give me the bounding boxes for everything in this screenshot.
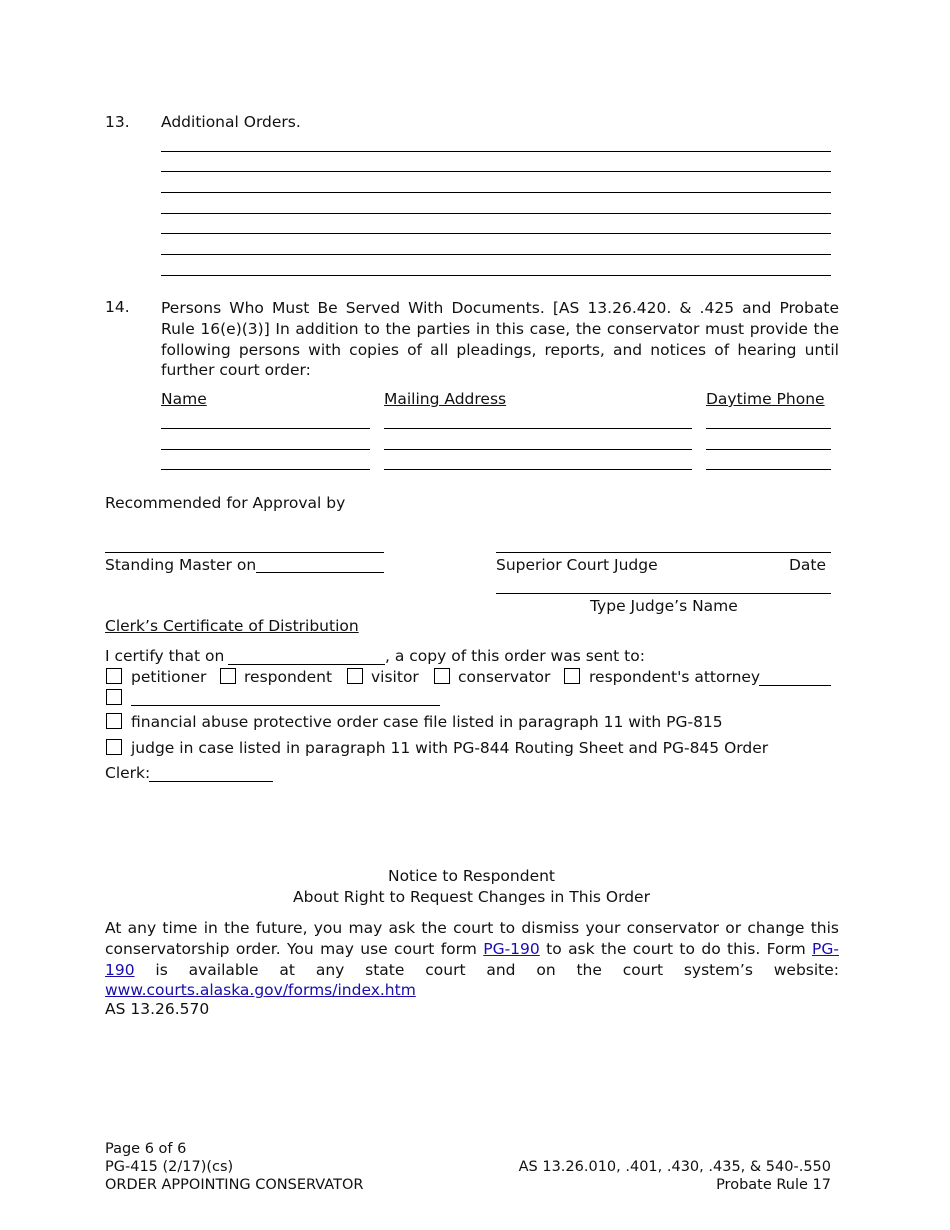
notice-body-part-2: to ask the court to do this. Form (539, 939, 813, 958)
additional-orders-line-4[interactable] (161, 213, 831, 214)
clerk-certificate-heading: Clerk’s Certificate of Distribution (105, 617, 359, 635)
certify-prefix: I certify that on (105, 647, 225, 665)
clerk-label: Clerk: (105, 764, 151, 782)
column-header-name: Name (161, 390, 207, 408)
notice-body-part-3: is available at any state court and on the court system’s website: (134, 960, 839, 979)
superior-court-judge-label: Superior Court Judge (496, 556, 658, 574)
additional-orders-line-6[interactable] (161, 254, 831, 255)
notice-title: Notice to Respondent (387, 867, 556, 885)
item-14-text: Persons Who Must Be Served With Documents. [AS 13.26.420. & .425 and Probate Rule 16(e)(3)] In addition to the parties in this case, the conservator must provide the following persons with copies of all pleadings, reports, and notices of hearing until further court order: (161, 299, 839, 380)
item-13-number: 13. (105, 113, 130, 131)
additional-orders-line-1[interactable] (161, 151, 831, 152)
respondents-attorney-checkbox[interactable] (564, 668, 580, 684)
judge-signature-line[interactable] (496, 552, 831, 553)
additional-orders-line-5[interactable] (161, 233, 831, 234)
column-header-daytime-phone: Daytime Phone (706, 390, 825, 408)
standing-master-date-line[interactable] (256, 572, 384, 573)
served-phone-line-3[interactable] (706, 469, 831, 470)
visitor-checkbox[interactable] (347, 668, 363, 684)
visitor-label: visitor (371, 668, 419, 686)
certify-suffix: , a copy of this order was sent to: (385, 647, 645, 665)
court-website-link[interactable]: www.courts.alaska.gov/forms/index.htm (105, 981, 416, 1000)
financial-abuse-label: financial abuse protective order case file listed in paragraph 11 with PG-815 (131, 713, 723, 731)
other-recipient-line[interactable] (131, 705, 440, 706)
clerk-signature-line[interactable] (149, 781, 273, 782)
served-name-line-3[interactable] (161, 469, 370, 470)
recommended-for-approval: Recommended for Approval by (105, 494, 346, 512)
petitioner-checkbox[interactable] (106, 668, 122, 684)
additional-orders-line-3[interactable] (161, 192, 831, 193)
served-address-line-3[interactable] (384, 469, 692, 470)
judge-case-label: judge in case listed in paragraph 11 with PG-844 Routing Sheet and PG-845 Order (131, 739, 769, 757)
respondents-attorney-label: respondent's attorney (589, 668, 761, 686)
served-phone-line-2[interactable] (706, 449, 831, 450)
footer-form-id: PG-415 (2/17)(cs) (105, 1159, 234, 1175)
respondent-label: respondent (244, 668, 333, 686)
footer-page-number: Page 6 of 6 (105, 1141, 187, 1157)
served-address-line-1[interactable] (384, 428, 692, 429)
footer-probate-rule: Probate Rule 17 (716, 1177, 831, 1193)
notice-body (105, 918, 839, 1001)
financial-abuse-checkbox[interactable] (106, 713, 122, 729)
certify-date-line[interactable] (228, 664, 385, 665)
footer-statutes: AS 13.26.010, .401, .430, .435, & 540-.550 (518, 1159, 831, 1175)
attorney-name-line[interactable] (759, 685, 831, 686)
standing-master-signature-line[interactable] (105, 552, 384, 553)
judge-name-line[interactable] (496, 593, 831, 594)
served-name-line-1[interactable] (161, 428, 370, 429)
judge-case-checkbox[interactable] (106, 739, 122, 755)
footer-form-title: ORDER APPOINTING CONSERVATOR (105, 1177, 364, 1193)
served-address-line-2[interactable] (384, 449, 692, 450)
notice-body-part-1: At any time in the future, you may ask the court to dismiss your conservator or change this conservatorship order. You may use court form (105, 919, 839, 958)
notice-subtitle: About Right to Request Changes in This Order (293, 888, 650, 906)
served-name-line-2[interactable] (161, 449, 370, 450)
standing-master-label: Standing Master on (105, 556, 257, 574)
item-14-number: 14. (105, 298, 130, 316)
additional-orders-line-7[interactable] (161, 275, 831, 276)
column-header-mailing-address: Mailing Address (384, 390, 507, 408)
conservator-label: conservator (458, 668, 551, 686)
item-13-title: Additional Orders. (161, 113, 301, 131)
conservator-checkbox[interactable] (434, 668, 450, 684)
served-phone-line-1[interactable] (706, 428, 831, 429)
petitioner-label: petitioner (131, 668, 207, 686)
pg-190-link-2[interactable]: PG-190 (105, 939, 839, 979)
additional-orders-line-2[interactable] (161, 171, 831, 172)
pg-190-link-1[interactable]: PG-190 (483, 939, 540, 958)
respondent-checkbox[interactable] (220, 668, 236, 684)
other-recipient-checkbox[interactable] (106, 689, 122, 705)
type-judge-name-label: Type Judge’s Name (590, 597, 738, 615)
date-label: Date (789, 556, 827, 574)
notice-statute: AS 13.26.570 (105, 1000, 210, 1018)
